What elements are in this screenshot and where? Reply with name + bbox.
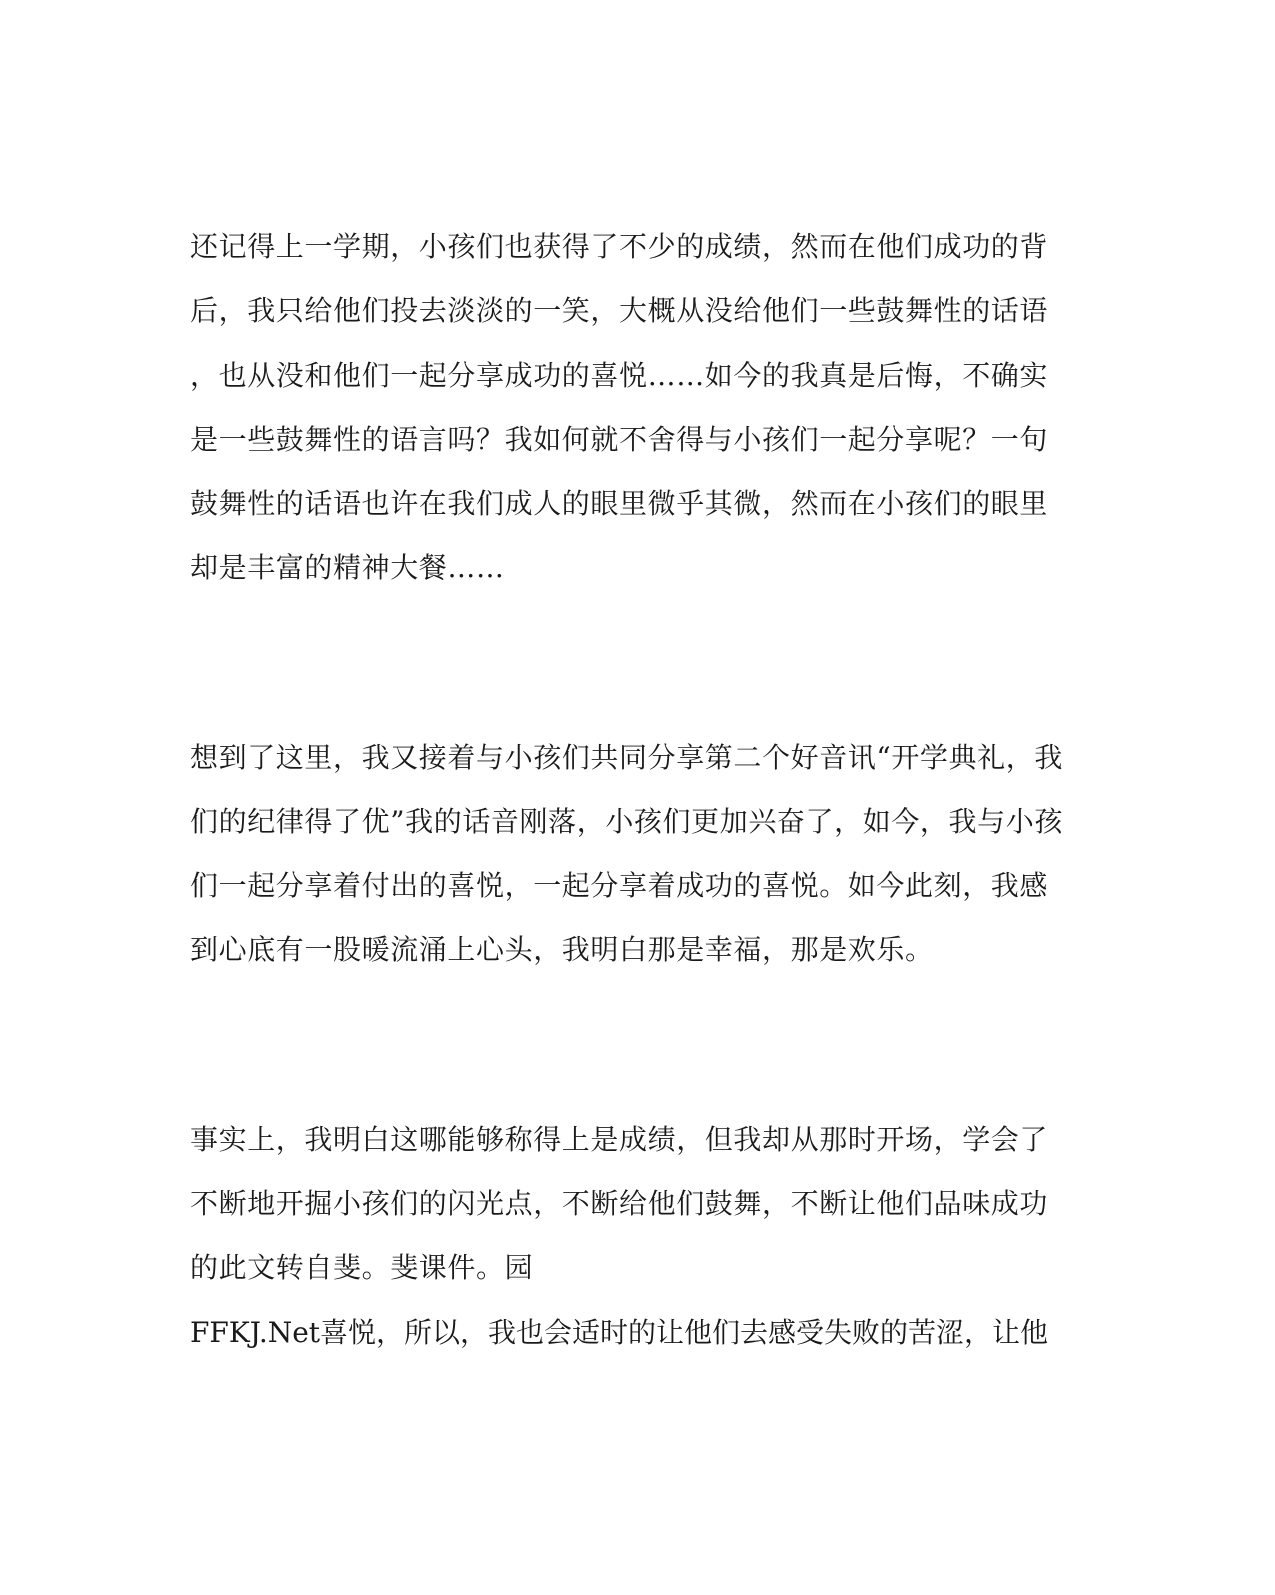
text-line: 的此文转自斐。斐课件。园 [190, 1251, 534, 1284]
text-line: 鼓舞性的话语也许在我们成人的眼里微乎其微，然而在小孩们的眼里 [190, 487, 1049, 520]
text-line: 到心底有一股暖流涌上心头，我明白那是幸福，那是欢乐。 [190, 933, 934, 966]
text-line: ，也从没和他们一起分享成功的喜悦……如今的我真是后悔，不确实 [190, 359, 1049, 392]
text-line: FFKJ.Net喜悦，所以，我也会适时的让他们去感受失败的苦涩，让他 [190, 1316, 1049, 1349]
text-line: 不断地开掘小孩们的闪光点，不断给他们鼓舞，不断让他们品味成功 [190, 1187, 1049, 1220]
text-line: 们一起分享着付出的喜悦，一起分享着成功的喜悦。如今此刻，我感 [190, 869, 1049, 902]
text-line: 们的纪律得了优”我的话音刚落，小孩们更加兴奋了，如今，我与小孩 [190, 805, 1063, 838]
text-line: 还记得上一学期，小孩们也获得了不少的成绩，然而在他们成功的背 [190, 230, 1049, 263]
text-line: 后，我只给他们投去淡淡的一笑，大概从没给他们一些鼓舞性的话语 [190, 294, 1049, 327]
text-line: 想到了这里，我又接着与小孩们共同分享第二个好音讯“开学典礼，我 [190, 741, 1063, 774]
text-line: 是一些鼓舞性的语言吗？我如何就不舍得与小孩们一起分享呢？一句 [190, 423, 1049, 456]
text-line: 却是丰富的精神大餐…… [190, 551, 505, 584]
text-line: 事实上，我明白这哪能够称得上是成绩，但我却从那时开场，学会了 [190, 1123, 1049, 1156]
